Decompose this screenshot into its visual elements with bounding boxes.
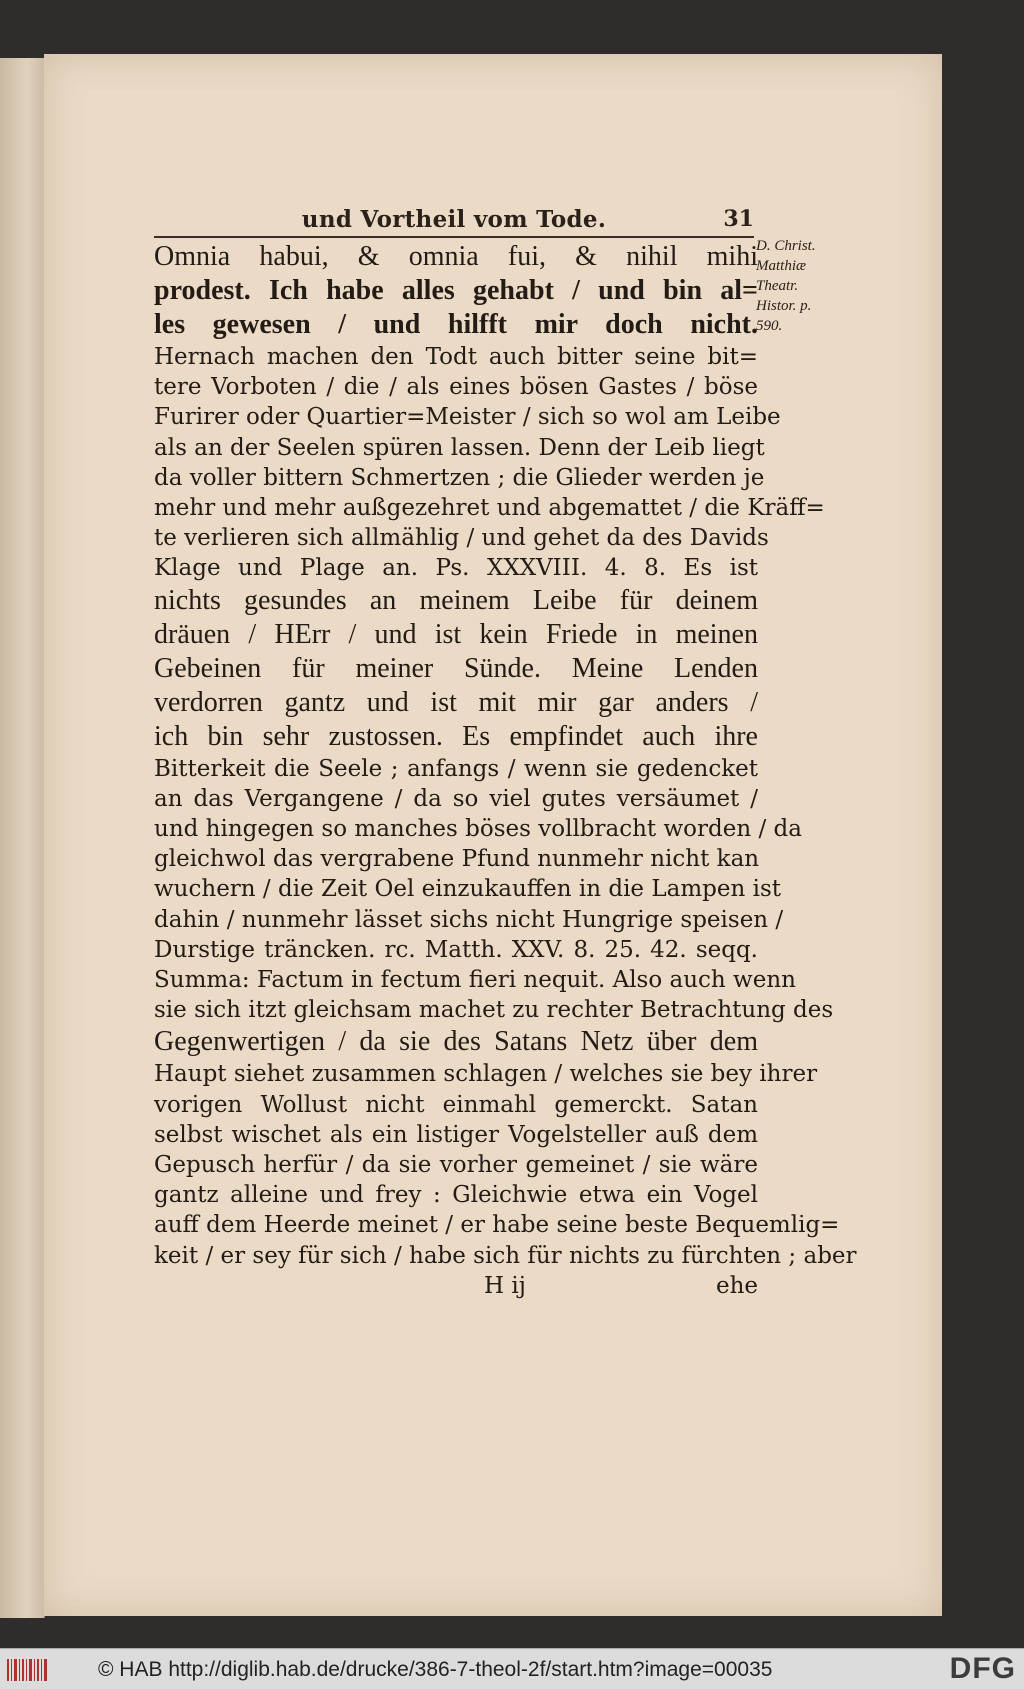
text-line: selbst wischet als ein listiger Vogelsteller auß dem: [154, 1121, 758, 1148]
text-line: gantz alleine und frey : Gleichwie etwa ein Vogel: [154, 1182, 758, 1209]
marginal-note-line: D. Christ.: [756, 238, 816, 254]
text-line: Haupt siehet zusammen schlagen / welches sie bey ihrer: [154, 1061, 818, 1088]
text-line: sie sich itzt gleichsam machet zu rechter Betrachtung des: [154, 997, 834, 1024]
text-line: mehr und mehr außgezehret und abgemattet / die Kräff=: [154, 495, 825, 522]
footer-url[interactable]: © HAB http://diglib.hab.de/drucke/386-7-theol-2f/start.htm?image=00035: [98, 1658, 773, 1681]
text-line: Gegenwertigen / da sie des Satans Netz über dem: [154, 1026, 758, 1058]
marginal-note: [756, 236, 834, 336]
text-line: Bitterkeit die Seele ; anfangs / wenn sie gedencket: [154, 755, 758, 782]
text-line: dahin / nunmehr lässet sichs nicht Hungrige speisen /: [154, 906, 784, 933]
text-line: Gepusch herfür / da sie vorher gemeinet / sie wäre: [154, 1152, 758, 1179]
marginal-note-line: Theatr.: [756, 278, 799, 294]
text-line: Furirer oder Quartier=Meister / sich so wol am Leibe: [154, 404, 781, 431]
text-line: tere Vorboten / die / als eines bösen Gastes / böse: [154, 374, 758, 401]
previous-page-edge: [0, 58, 45, 1618]
catchword: ehe: [715, 1272, 758, 1299]
text-line: vorigen Wollust nicht einmahl gemerckt. Satan: [154, 1091, 758, 1118]
running-head: [154, 206, 754, 238]
marginal-note-line: 590.: [756, 318, 783, 334]
barcode-icon: [6, 1657, 50, 1683]
text-line: gleichwol das vergrabene Pfund nunmehr nicht kan: [154, 846, 760, 873]
text-line: da voller bittern Schmertzen ; die Glieder werden je: [154, 464, 765, 491]
text-line: les gewesen / und hilfft mir doch nicht.: [154, 309, 758, 340]
text-line: te verlieren sich allmählig / und gehet da des Davids: [154, 525, 769, 552]
signature-line: [154, 1271, 758, 1301]
text-line: prodest. Ich habe alles gehabt / und bin al=: [154, 275, 758, 306]
dfg-logo: DFG: [949, 1652, 1016, 1685]
text-line: Gebeinen für meiner Sünde. Meine Lenden: [154, 652, 758, 684]
text-line: dräuen / HErr / und ist kein Friede in meinen: [154, 618, 758, 650]
footer-bar: [0, 1648, 1024, 1689]
signature-mark: H ij: [484, 1272, 526, 1299]
text-line: als an der Seelen spüren lassen. Denn der Leib liegt: [154, 434, 765, 461]
text-line: Omnia habui, & omnia fui, & nihil mihi: [154, 241, 758, 272]
text-line: nichts gesundes an meinem Leibe für deinem: [154, 584, 758, 616]
marginal-note-line: Matthiæ: [756, 258, 807, 274]
book-page: [44, 54, 942, 1616]
text-line: Summa: Factum in fectum fieri nequit. Also auch wenn: [154, 967, 796, 994]
text-line: und hingegen so manches böses vollbracht worden / da: [154, 816, 802, 843]
running-head-title: und Vortheil vom Tode.: [301, 206, 607, 233]
text-line: Hernach machen den Todt auch bitter seine bit=: [154, 344, 758, 370]
page-number: 31: [723, 206, 754, 232]
text-line: Klage und Plage an. Ps. XXXVIII. 4. 8. Es ist: [154, 555, 758, 582]
text-line: verdorren gantz und ist mit mir gar anders /: [154, 686, 758, 718]
text-line: an das Vergangene / da so viel gutes versäumet /: [154, 785, 758, 812]
marginal-note-line: Histor. p.: [756, 298, 812, 314]
text-line: auff dem Heerde meinet / er habe seine beste Bequemlig=: [154, 1212, 840, 1239]
text-line: wuchern / die Zeit Oel einzukauffen in die Lampen ist: [154, 876, 782, 903]
text-line: Durstige träncken. rc. Matth. XXV. 8. 25. 42. seqq.: [154, 936, 758, 963]
text-line: keit / er sey für sich / habe sich für nichts zu fürchten ; aber: [154, 1242, 857, 1269]
text-line: ich bin sehr zustossen. Es empfindet auch ihre: [154, 720, 758, 752]
